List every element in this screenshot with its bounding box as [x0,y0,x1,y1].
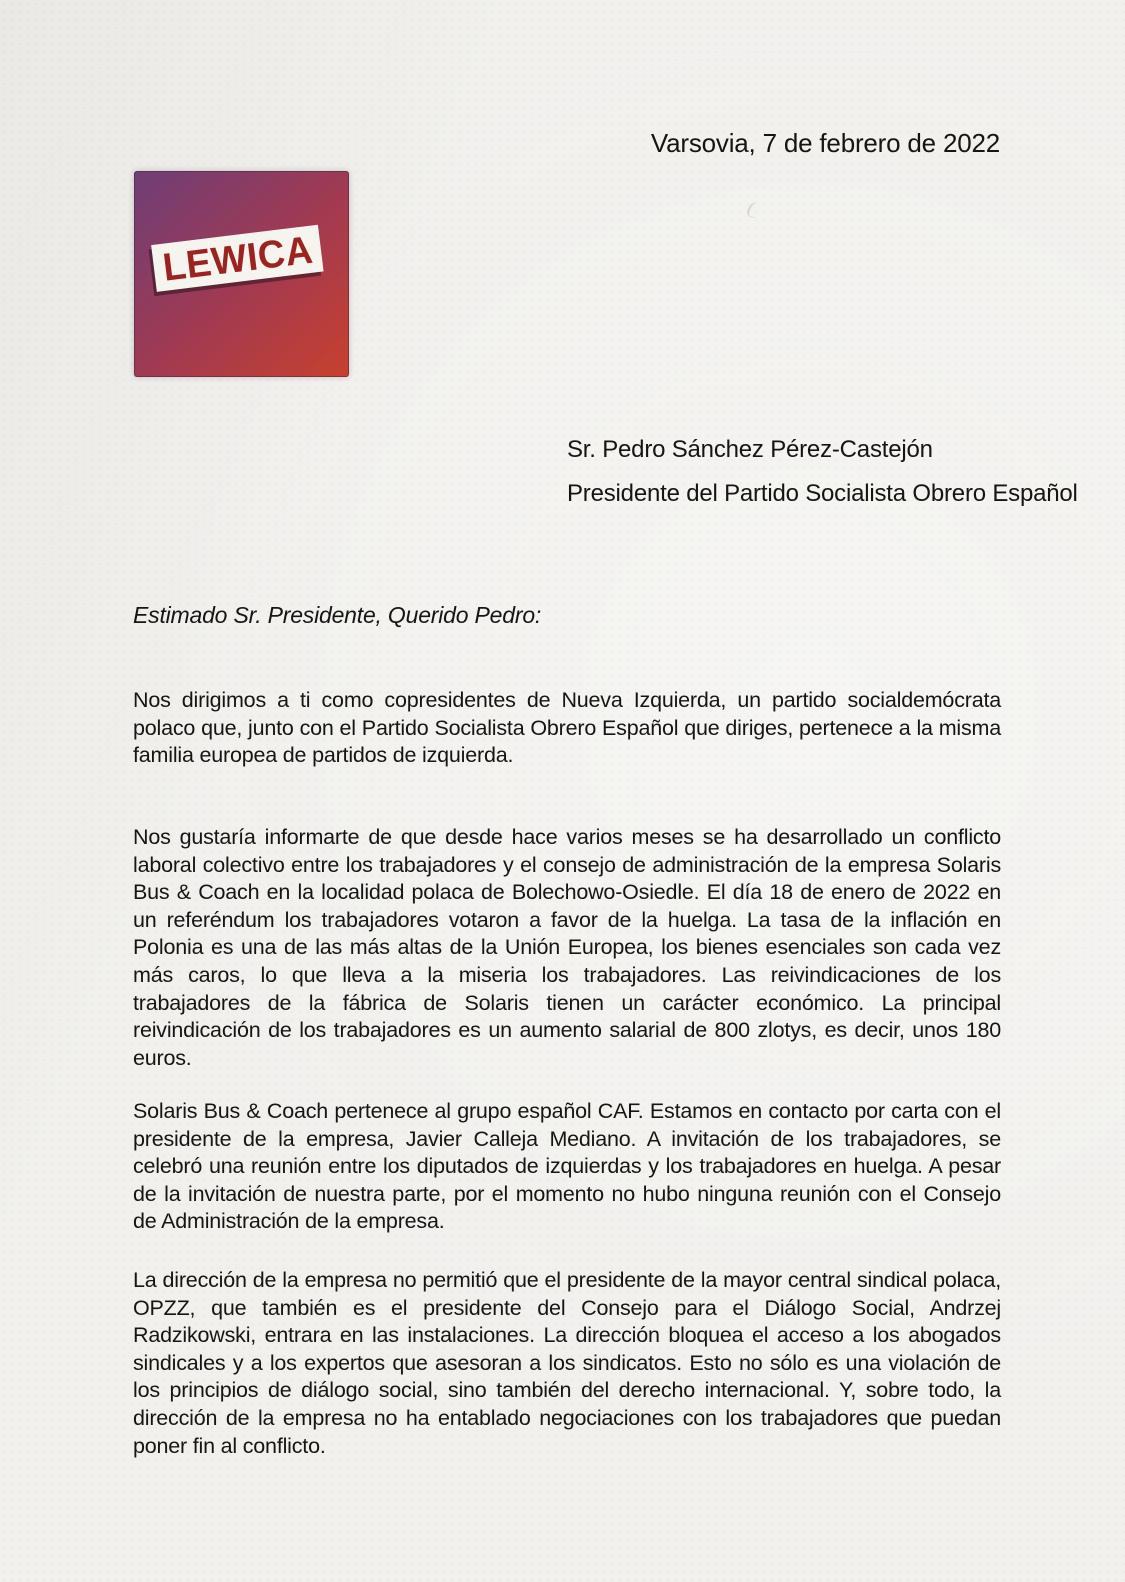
lewica-logo [134,171,349,377]
paragraph-1: Nos dirigimos a ti como copresidentes de Nueva Izquierda, un partido socialdemócrata polaco que, junto con el Partido Socialista Obrero Español que diriges, pertenece a la misma familia europea de partidos de izquierda. [133,688,1001,768]
salutation-line: Estimado Sr. Presidente, Querido Pedro: [133,602,542,628]
recipient-block [567,428,1078,516]
paragraph-3: Solaris Bus & Coach pertenece al grupo español CAF. Estamos en contacto por carta con el presidente de la empresa, Javier Calleja Mediano. A invitación de los trabajadores, se celebró una reunión entre los diputados de izquierdas y los trabajadores en huelga. A pesar de la invitación de nuestra parte, por el momento no hubo ninguna reunión con el Consejo de Administración de la empresa. [133,1099,1001,1234]
recipient-title: Presidente del Partido Socialista Obrero Español [567,480,1078,507]
paragraph-2: Nos gustaría informarte de que desde hace varios meses se ha desarrollado un conflicto laboral colectivo entre los trabajadores y el consejo de administración de la empresa Solaris Bus & Coach en la localidad polaca de Bolechowo-Osiedle. El día 18 de enero de 2022 en un referéndum los trabajadores votaron a favor de la huelga. La tasa de la inflación en Polonia es una de las más altas de la Unión Europea, los bienes esenciales son cada vez más caros, lo que lleva a la miseria los trabajadores. Las reivindicaciones de los trabajadores de la fábrica de Solaris tienen un carácter económico. La principal reivindicación de los trabajadores es un aumento salarial de 800 zlotys, es decir, unos 180 euros. [133,825,1001,1070]
recipient-name: Sr. Pedro Sánchez Pérez-Castejón [567,436,933,463]
lewica-logo-banner [151,225,323,292]
lewica-logo-text: LEWICA [160,228,315,290]
scan-artifact-mark [745,200,762,219]
paragraph-4: La dirección de la empresa no permitió que el presidente de la mayor central sindical polaca, OPZZ, que también es el presidente del Consejo para el Diálogo Social, Andrzej Radzikowski, entrara en las instalaciones. La dirección bloquea el acceso a los abogados sindicales y a los expertos que asesoran a los sindicatos. Esto no sólo es una violación de los principios de diálogo social, sino también del derecho internacional. Y, sobre todo, la dirección de la empresa no ha entablado negociaciones con los trabajadores que puedan poner fin al conflicto. [133,1268,1001,1458]
date-line: Varsovia, 7 de febrero de 2022 [650,128,1000,158]
